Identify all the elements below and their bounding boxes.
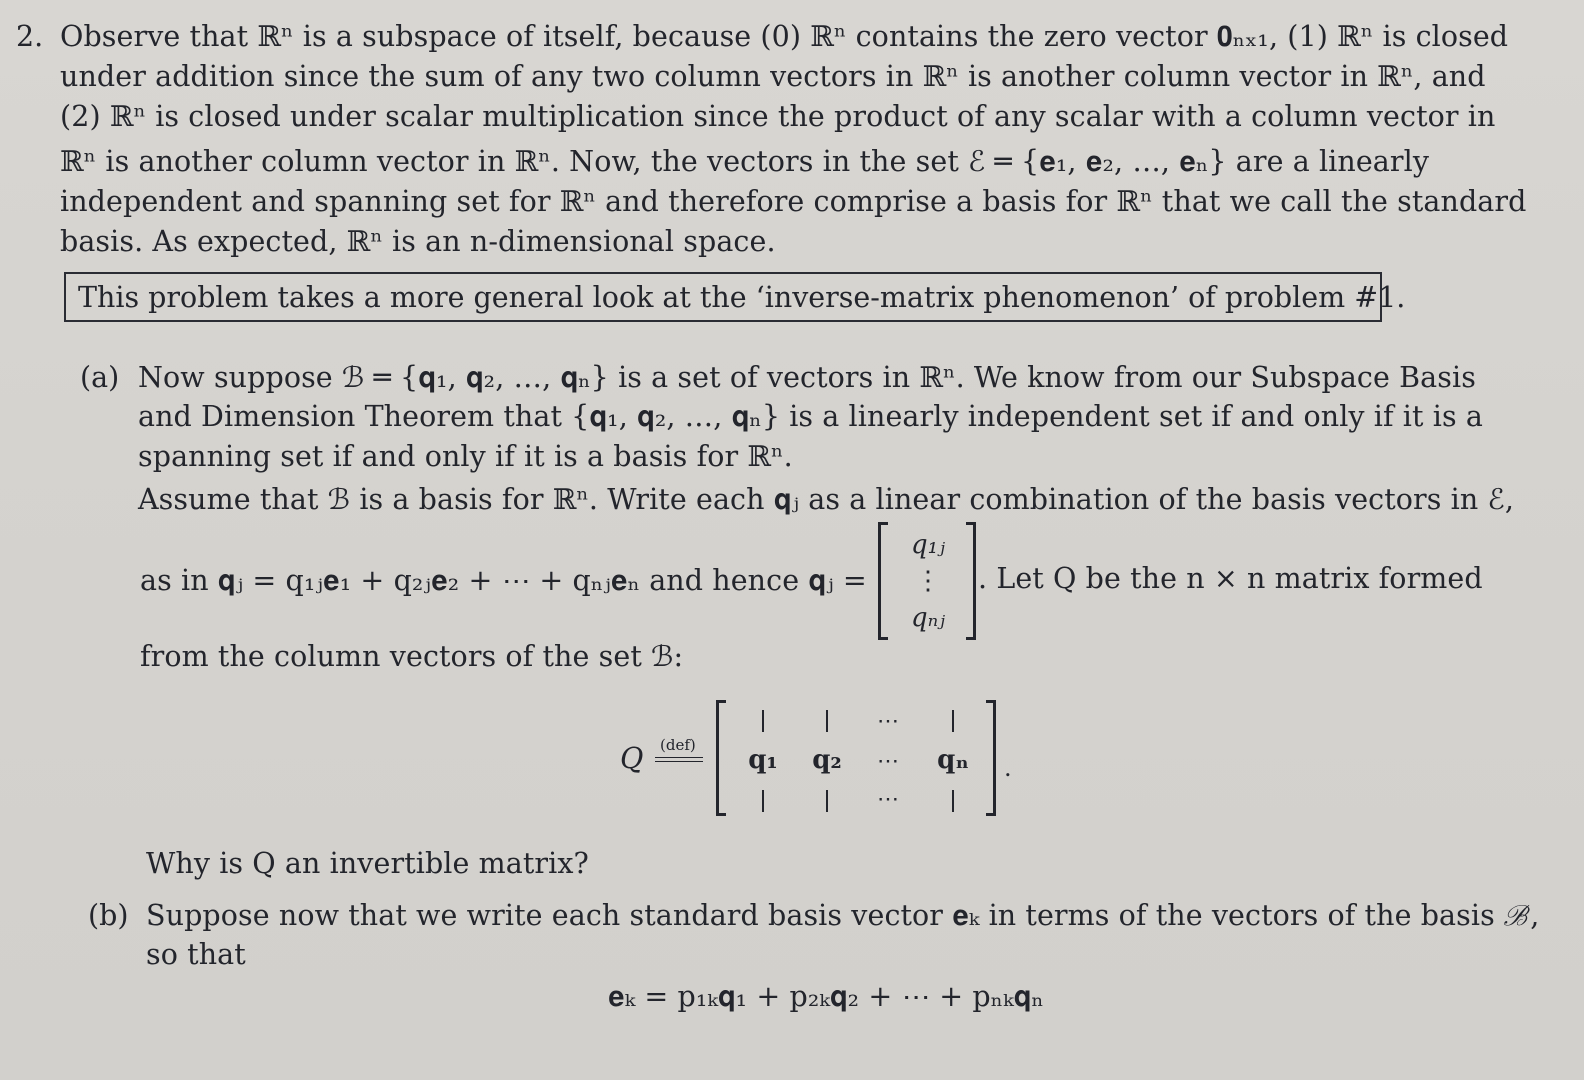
intro-line-2: under addition since the sum of any two column vectors in ℝⁿ is another column vector in ℝⁿ, and xyxy=(60,60,1486,93)
intro-line-3: (2) ℝⁿ is closed under scalar multiplication since the product of any scalar with a column vector in xyxy=(60,100,1496,133)
matrix-left-bracket xyxy=(716,700,726,816)
column-dots-mid: ⋯ xyxy=(877,749,899,774)
vector-entry-vdots: ⋮ xyxy=(915,566,941,596)
part-b-equation: 𝐞ₖ = p₁ₖ𝐪₁ + p₂ₖ𝐪₂ + ⋯ + pₙₖ𝐪ₙ xyxy=(608,980,1044,1013)
column-2-bar-top xyxy=(826,710,828,732)
column-1-bar-top xyxy=(762,710,764,732)
boxed-note xyxy=(64,272,1406,322)
part-a-line-4: Assume that ℬ is a basis for ℝⁿ. Write each 𝐪ⱼ as a linear combination of the basis vectors in ℰ, xyxy=(138,483,1514,516)
vector-entry-top: q₁ⱼ xyxy=(911,530,945,560)
boxed-note-text: This problem takes a more general look at the ‘inverse-matrix phenomenon’ of problem #1. xyxy=(78,281,1406,314)
def-label: (def) xyxy=(660,736,696,754)
from-columns-text: from the column vectors of the set ℬ: xyxy=(140,640,684,673)
matrix-period: . xyxy=(1004,754,1012,782)
vector-entry-bottom: qₙⱼ xyxy=(910,603,946,633)
part-a-label: (a) xyxy=(80,361,120,394)
part-a-line-2: and Dimension Theorem that {𝐪₁, 𝐪₂, …, 𝐪ₙ} is a linearly independent set if and only if it is a xyxy=(138,400,1483,433)
problem-number: 2. xyxy=(16,20,44,53)
intro-line-4: ℝⁿ is another column vector in ℝⁿ. Now, the vectors in the set ℰ ═ {𝐞₁, 𝐞₂, …, 𝐞ₙ} are a linearly xyxy=(60,145,1430,178)
def-equals-sign xyxy=(655,757,703,762)
let-q-text: . Let Q be the n × n matrix formed xyxy=(978,562,1483,595)
column-dots-top: ⋯ xyxy=(877,709,899,734)
as-in-equation: as in 𝐪ⱼ = q₁ⱼ𝐞₁ + q₂ⱼ𝐞₂ + ⋯ + qₙⱼ𝐞ₙ and hence 𝐪ⱼ = xyxy=(140,564,867,597)
vector-left-bracket xyxy=(878,522,888,640)
column-n-label: qₙ xyxy=(937,745,969,775)
column-n-bar-bottom xyxy=(952,790,954,812)
column-1-bar-bottom xyxy=(762,790,764,812)
column-2-label: q₂ xyxy=(812,745,842,775)
matrix-q-symbol: Q xyxy=(620,742,644,775)
part-b-line-1: Suppose now that we write each standard basis vector 𝐞ₖ in terms of the vectors of the basis ℬ, xyxy=(146,899,1540,932)
intro-line-1: Observe that ℝⁿ is a subspace of itself, because (0) ℝⁿ contains the zero vector 𝟎ₙₓ₁, (1) ℝⁿ is closed xyxy=(60,20,1509,53)
part-a-line-1: Now suppose ℬ ═ {𝐪₁, 𝐪₂, …, 𝐪ₙ} is a set of vectors in ℝⁿ. We know from our Subspace Basis xyxy=(138,361,1476,394)
intro-line-6: basis. As expected, ℝⁿ is an n-dimensional space. xyxy=(60,225,776,258)
column-dots-bottom: ⋯ xyxy=(877,787,899,812)
part-b-label: (b) xyxy=(88,899,129,932)
intro-line-5: independent and spanning set for ℝⁿ and therefore comprise a basis for ℝⁿ that we call the standard xyxy=(60,185,1527,218)
column-1-label: q₁ xyxy=(748,745,778,775)
column-2-bar-bottom xyxy=(826,790,828,812)
matrix-right-bracket xyxy=(986,700,996,816)
part-b-line-2: so that xyxy=(146,938,246,971)
part-a-question: Why is Q an invertible matrix? xyxy=(146,847,589,880)
column-n-bar-top xyxy=(952,710,954,732)
vector-right-bracket xyxy=(966,522,976,640)
part-a-line-3: spanning set if and only if it is a basis for ℝⁿ. xyxy=(138,440,793,473)
